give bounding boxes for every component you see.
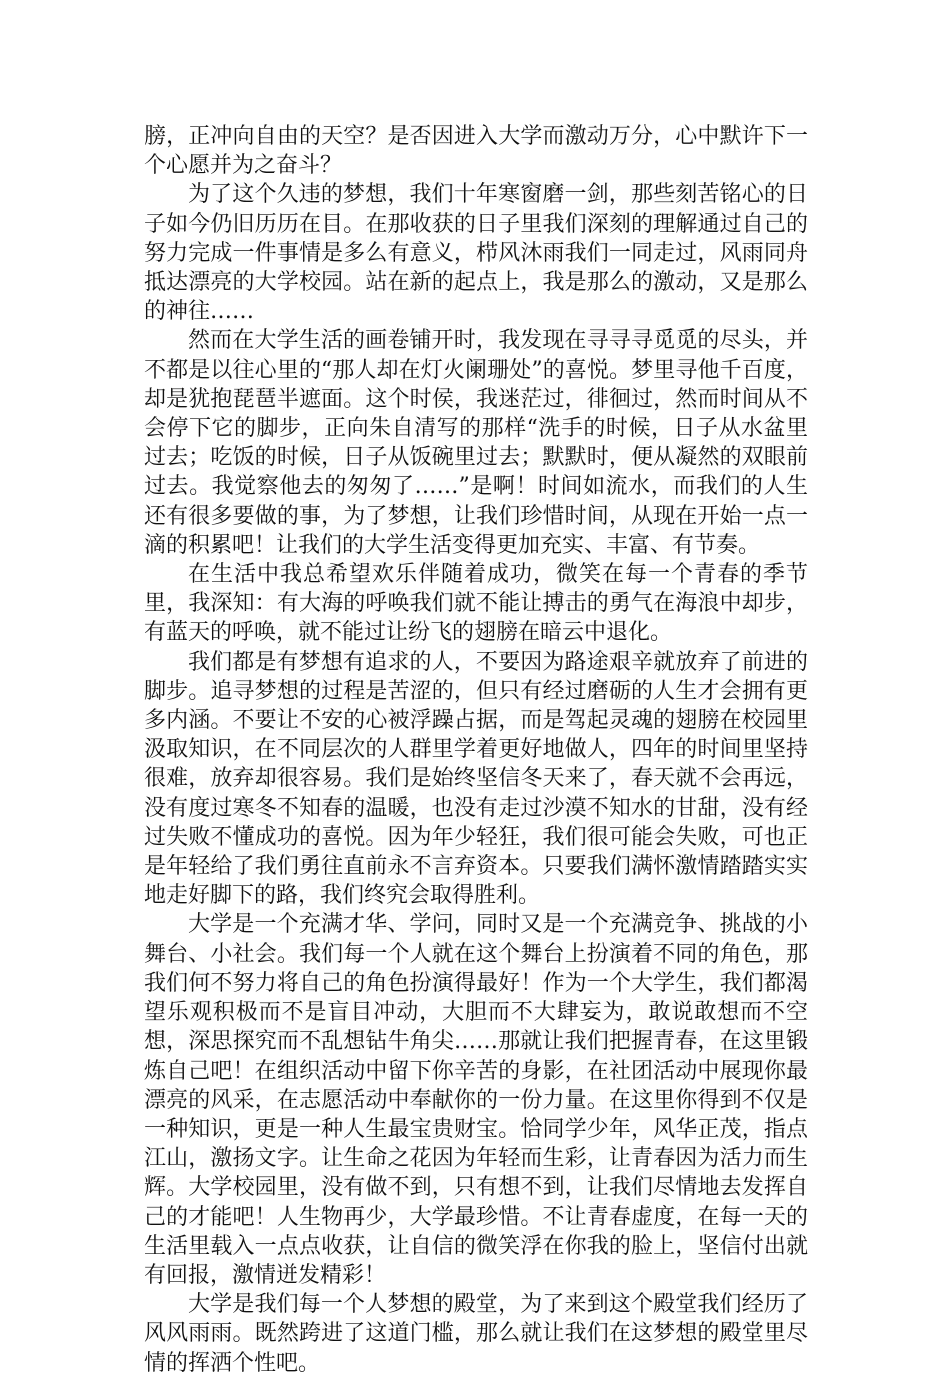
document-body: [144, 122, 808, 1378]
paragraph-pursuit: 我们都是有梦想有追求的人，不要因为路途艰辛就放弃了前进的脚步。追寻梦想的过程是苦涩的，但只有经过磨砺的人生才会拥有更多内涵。不要让不安的心被浮躁占据，而是驾起灵魂的翅膀在校园里汲取知识，在不同层次的人群里学着更好地做人，四年的时间里坚持很难，放弃却很容易。我们是始终坚信冬天来了，春天就不会再远，没有度过寒冬不知春的温暖，也没有走过沙漠不知水的甘甜，没有经过失败不懂成功的喜悦。因为年少轻狂，我们很可能会失败，可也正是年轻给了我们勇往直前永不言弃资本。只要我们满怀激情踏踏实实地走好脚下的路，我们终究会取得胜利。: [144, 649, 808, 909]
paragraph-continued: 膀，正冲向自由的天空？是否因进入大学而激动万分，心中默许下一个心愿并为之奋斗？: [144, 124, 808, 179]
paragraph-stage: 大学是一个充满才华、学问，同时又是一个充满竞争、挑战的小舞台、小社会。我们每一个人就在这个舞台上扮演着不同的角色，那我们何不努力将自己的角色扮演得最好！作为一个大学生，我们都渴望乐观积极而不是盲目冲动，大胆而不大肆妄为，敢说敢想而不空想，深思探究而不乱想钻牛角尖……那就让我们把握青春，在这里锻炼自己吧！在组织活动中留下你辛苦的身影，在社团活动中展现你最漂亮的风采，在志愿活动中奉献你的一份力量。在这里你得到不仅是一种知识，更是一种人生最宝贵财宝。恰同学少年，风华正茂，指点江山，激扬文字。让生命之花因为年轻而生彩，让青春因为活力而生辉。大学校园里，没有做不到，只有想不到，让我们尽情地去发挥自己的才能吧！人生物再少，大学最珍惜。不让青春虚度，在每一天的生活里载入一点点收获，让自信的微笑浮在你我的脸上，坚信付出就有回报，激情迸发精彩！: [144, 912, 808, 1288]
paragraph-college-life: 然而在大学生活的画卷铺开时，我发现在寻寻寻觅觅的尽头，并不都是以往心里的“那人却在灯火阑珊处”的喜悦。梦里寻他千百度，却是犹抱琵琶半遮面。这个时侯，我迷茫过，徘徊过，然而时间从不会停下它的脚步，正向朱自清写的那样“洗手的时候，日子从水盆里过去；吃饭的时候，日子从饭碗里过去；默默时，便从凝然的双眼前过去。我觉察他去的匆匆了……”是啊！时间如流水，而我们的人生还有很多要做的事，为了梦想，让我们珍惜时间，从现在开始一点一滴的积累吧！让我们的大学生活变得更加充实、丰富、有节奏。: [144, 328, 808, 558]
paragraph-dream: 为了这个久违的梦想，我们十年寒窗磨一剑，那些刻苦铭心的日子如今仍旧历历在目。在那收获的日子里我们深刻的理解通过自己的努力完成一件事情是多么有意义，栉风沐雨我们一同走过，风雨同舟抵达漂亮的大学校园。站在新的起点上，我是那么的激动，又是那么的神往……: [144, 182, 808, 325]
paragraph-joy-success: 在生活中我总希望欢乐伴随着成功，微笑在每一个青春的季节里，我深知：有大海的呼唤我们就不能让搏击的勇气在海浪中却步，有蓝天的呼唤，就不能过让纷飞的翅膀在暗云中退化。: [144, 562, 808, 646]
paragraph-palace: 大学是我们每一个人梦想的殿堂，为了来到这个殿堂我们经历了风风雨雨。既然跨进了这道门槛，那么就让我们在这梦想的殿堂里尽情的挥洒个性吧。: [144, 1292, 808, 1376]
